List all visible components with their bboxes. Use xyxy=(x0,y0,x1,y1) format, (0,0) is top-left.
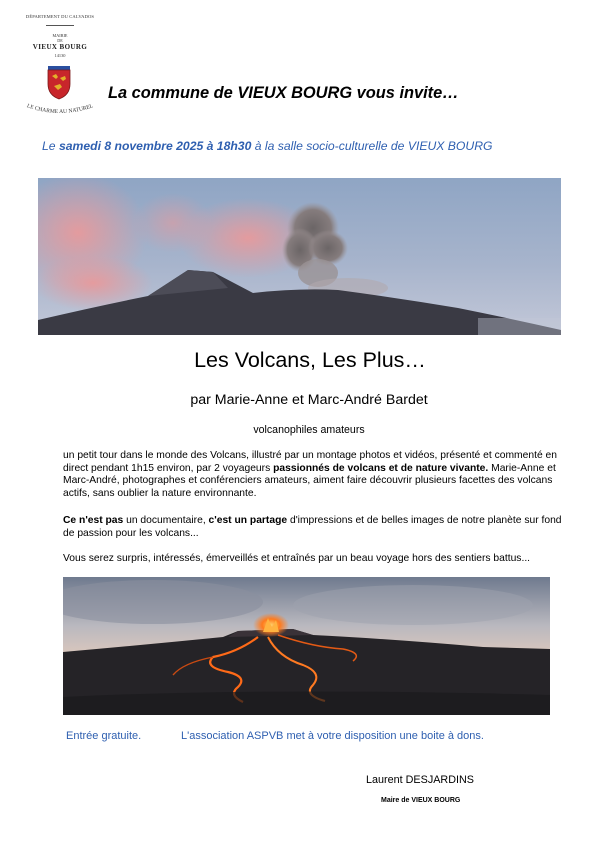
invitation-headline: La commune de VIEUX BOURG vous invite… xyxy=(108,84,459,102)
description-paragraph-3: Vous serez surpris, intéressés, émerveillés et entraînés par un beau voyage hors des sentiers battus... xyxy=(63,553,531,564)
description-paragraph-1: un petit tour dans le monde des Volcans, illustré par un montage photos et vidéos, présenté et commenté en direct pendant 1h15 environ, par 2 voyageurs passionnés de volcans et de nature vivante. Marie-Anne et Marc-André, photographes et conférenciers amateurs, aiment faire découvrir plusieurs facettes des volcans actifs, sans oublier la nature environnante. xyxy=(63,450,557,499)
volcano-eruption-photo xyxy=(38,178,561,335)
free-entry-note: Entrée gratuite. xyxy=(66,730,142,742)
lava-flow-photo xyxy=(63,577,550,715)
coat-of-arms-icon xyxy=(45,64,73,100)
logo-de: DE xyxy=(57,38,63,43)
description-paragraph-2: Ce n'est pas un documentaire, c'est un partage d'impressions et de belles images de notre planète sur fond de passion pour les volcans... xyxy=(63,515,562,539)
logo-town-name: VIEUX BOURG xyxy=(32,43,88,51)
logo-motto xyxy=(20,100,100,120)
presenters-role: volcanophiles amateurs xyxy=(253,424,365,436)
town-logo xyxy=(18,12,102,122)
presenters: par Marie-Anne et Marc-André Bardet xyxy=(190,392,428,408)
event-location: à la salle socio-culturelle de VIEUX BOURG xyxy=(251,139,493,153)
svg-text:LE CHARME AU NATUREL: LE CHARME AU NATUREL xyxy=(25,103,95,116)
logo-mairie: MAIRIE xyxy=(52,33,68,38)
event-date-location xyxy=(42,139,572,153)
logo-zip: 14130 xyxy=(54,53,66,58)
event-prefix: Le xyxy=(42,139,59,153)
talk-title: Les Volcans, Les Plus… xyxy=(194,348,426,372)
event-date: samedi 8 novembre 2025 à 18h30 xyxy=(58,139,252,153)
donation-note: L'association ASPVB met à votre disposition une boite à dons. xyxy=(181,730,484,742)
signatory-name: Laurent DESJARDINS xyxy=(366,774,475,786)
signatory-role: Maire de VIEUX BOURG xyxy=(381,797,461,804)
logo-divider xyxy=(46,25,74,26)
logo-department: DÉPARTEMENT DU CALVADOS xyxy=(25,14,95,19)
